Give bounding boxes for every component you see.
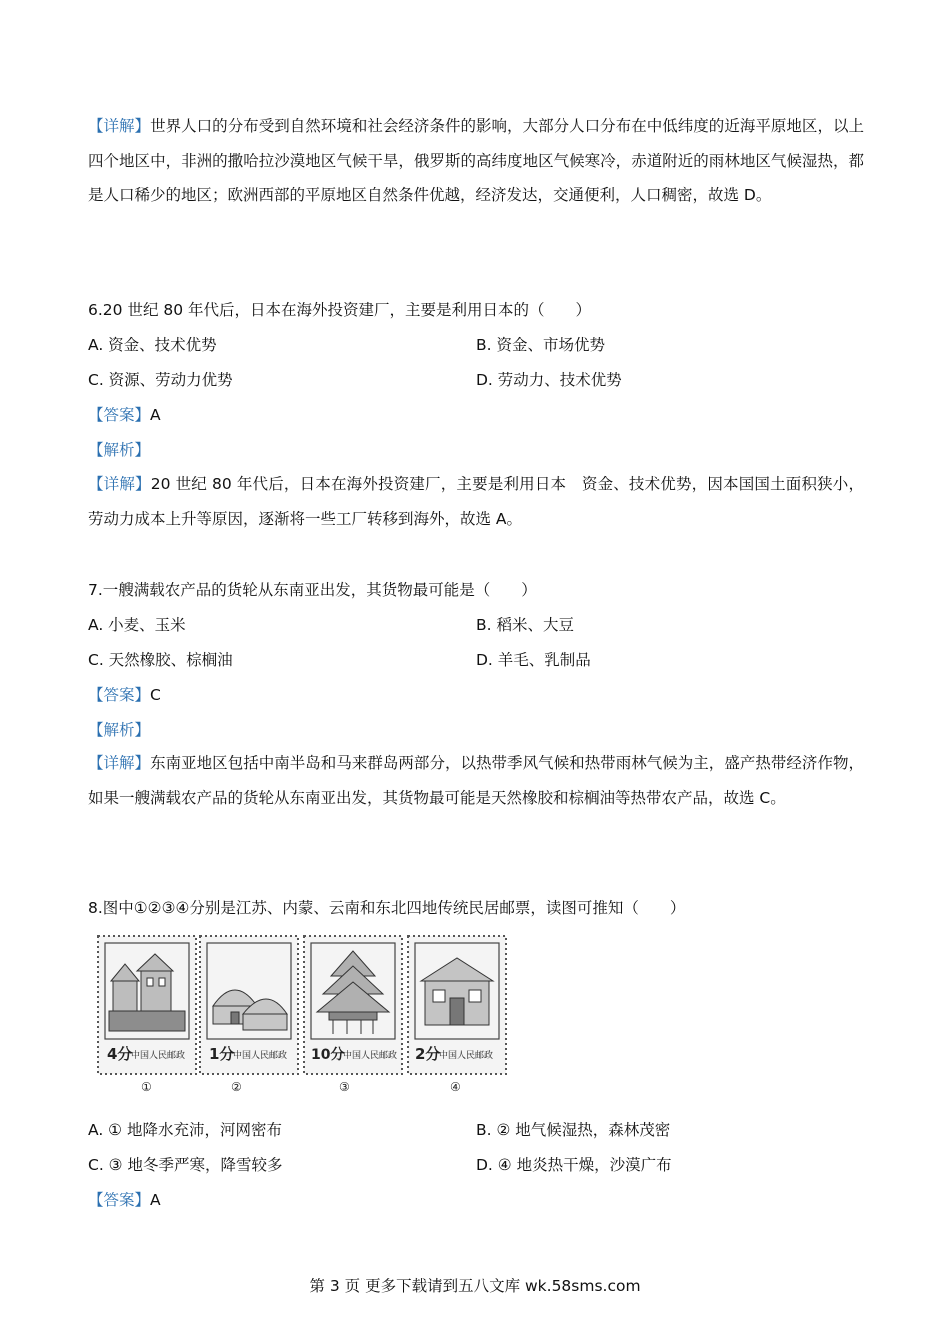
q7-detail-paragraph [88, 746, 864, 815]
q8-option-d: D. ④ 地炎热干燥，沙漠广布 [476, 1156, 672, 1174]
stamp-2-number: ② [231, 1080, 242, 1094]
answer-tag: 【答案】 [88, 686, 151, 704]
stamp-4-label: 中国人民邮政 [439, 1051, 494, 1061]
detail-tag: 【详解】 [88, 475, 151, 493]
q8-option-b: B. ② 地气候湿热，森林茂密 [476, 1121, 671, 1139]
q6-option-d: D. 劳动力、技术优势 [476, 371, 622, 389]
stamp-1-label: 中国人民邮政 [131, 1051, 186, 1061]
q7-stem: 7.一艘满载农产品的货轮从东南亚出发，其货物最可能是（ ） [88, 581, 537, 599]
q8-stem: 8.图中①②③④分别是江苏、内蒙、云南和东北四地传统民居邮票，读图可推知（ ） [88, 899, 686, 917]
stamp-4-value: 2分 [415, 1045, 441, 1063]
q6-option-c: C. 资源、劳动力优势 [88, 371, 233, 389]
q5-detail-paragraph [88, 109, 864, 213]
stamp-2-label: 中国人民邮政 [233, 1051, 288, 1061]
q7-answer-value: C [150, 686, 161, 704]
q5-detail-text: 世界人口的分布受到自然环境和社会经济条件的影响，大部分人口分布在中低纬度的近海平原地区，以上四个地区中，非洲的撒哈拉沙漠地区气候干旱，俄罗斯的高纬度地区气候寒冷，赤道附近的雨林地区气候湿热，都是人口稀少的地区；欧洲西部的平原地区自然条件优越，经济发达，交通便利，人口稠密，故选 D。 [88, 117, 864, 204]
q8-option-c: C. ③ 地冬季严寒，降雪较多 [88, 1156, 283, 1174]
q8-option-a: A. ① 地降水充沛，河网密布 [88, 1121, 283, 1139]
q7-detail-text: 东南亚地区包括中南半岛和马来群岛两部分，以热带季风气候和热带雨林气候为主，盛产热带经济作物，如果一艘满载农产品的货轮从东南亚出发，其货物最可能是天然橡胶和棕榈油等热带农产品，故选 C。 [88, 754, 864, 807]
stamp-3-label: 中国人民邮政 [343, 1051, 398, 1061]
detail-tag: 【详解】 [88, 117, 151, 135]
q7-option-d: D. 羊毛、乳制品 [476, 651, 591, 669]
answer-tag: 【答案】 [88, 406, 151, 424]
stamp-3-number: ③ [339, 1080, 350, 1094]
q8-answer-value: A [150, 1191, 161, 1209]
q6-option-a: A. 资金、技术优势 [88, 336, 217, 354]
q6-answer [88, 405, 161, 425]
q8-answer [88, 1190, 161, 1210]
q6-option-b: B. 资金、市场优势 [476, 336, 605, 354]
q7-option-c: C. 天然橡胶、棕榈油 [88, 651, 233, 669]
stamps-figure [95, 926, 515, 1094]
q6-answer-value: A [150, 406, 161, 424]
q6-detail-text: 20 世纪 80 年代后，日本在海外投资建厂，主要是利用日本 资金、技术优势，因本国国土面积狭小，劳动力成本上升等原因，逐渐将一些工厂转移到海外，故选 A。 [88, 475, 864, 528]
q6-stem: 6.20 世纪 80 年代后，日本在海外投资建厂，主要是利用日本的（ ） [88, 301, 592, 319]
page-footer: 第 3 页 更多下载请到五八文库 wk.58sms.com [309, 1277, 641, 1295]
stamp-1-number: ① [141, 1080, 152, 1094]
q7-answer [88, 685, 161, 705]
answer-tag: 【答案】 [88, 1191, 151, 1209]
detail-tag: 【详解】 [88, 754, 151, 772]
stamp-1-value: 4分 [107, 1045, 133, 1063]
q6-analysis-tag: 【解析】 [88, 441, 151, 459]
q7-analysis-tag: 【解析】 [88, 721, 151, 739]
q7-option-b: B. 稻米、大豆 [476, 616, 574, 634]
stamp-2-value: 1分 [209, 1045, 235, 1063]
q7-option-a: A. 小麦、玉米 [88, 616, 186, 634]
stamp-3-value: 10分 [311, 1047, 345, 1063]
stamp-4-number: ④ [450, 1080, 461, 1094]
q6-detail-paragraph [88, 467, 864, 536]
